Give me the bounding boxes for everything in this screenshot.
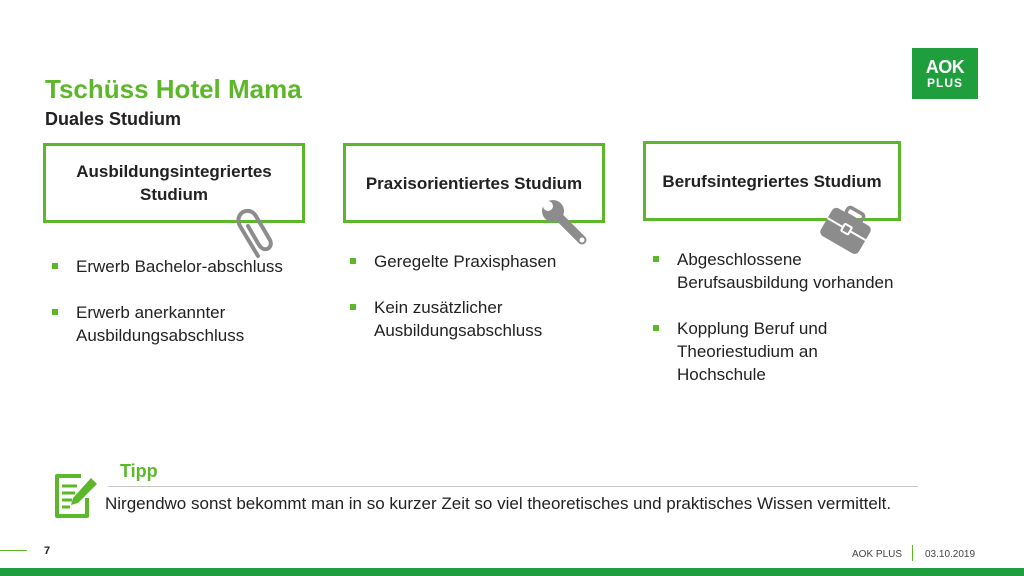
tipp-text: Nirgendwo sonst bekommt man in so kurzer Zeit so viel theoretisches und praktisches Wissen vermittelt.: [105, 494, 892, 513]
paperclip-icon: [228, 206, 276, 262]
list-item: Kein zusätzlicher Ausbildungsabschluss: [350, 296, 600, 342]
list-item: Erwerb anerkannter Ausbildungsabschluss: [52, 301, 302, 347]
list-item: Kopplung Beruf und Theoriestudium an Hochschule: [653, 317, 903, 386]
tipp-divider: [108, 486, 918, 487]
column-3-heading: Berufsintegriertes Studium: [662, 171, 882, 191]
list-item: Abgeschlossene Berufsausbildung vorhanden: [653, 248, 903, 294]
tipp-heading: Tipp: [120, 461, 158, 481]
footer-date: 03.10.2019: [925, 549, 976, 560]
slide-title: Tschüss Hotel Mama: [45, 74, 302, 104]
aok-plus-logo: [912, 48, 978, 99]
list-item: Geregelte Praxisphasen: [350, 250, 600, 273]
notepad-pencil-icon: [51, 470, 101, 520]
list-item: Erwerb Bachelor-abschluss: [52, 255, 302, 278]
column-1-list: [52, 255, 302, 370]
logo-line-1: AOK: [925, 56, 965, 77]
column-3-list: [653, 248, 903, 409]
column-2-heading: Praxisorientiertes Studium: [365, 173, 583, 193]
footer-accent-line: [0, 550, 27, 551]
logo-line-2: PLUS: [926, 75, 963, 90]
footer-separator: [912, 545, 913, 561]
wrench-icon: [538, 198, 594, 250]
column-1-heading: Ausbildungsintegriertes Studium: [76, 162, 272, 204]
footer-organization: AOK PLUS: [852, 549, 903, 560]
slide-subtitle: Duales Studium: [45, 109, 182, 129]
page-number: 7: [44, 545, 51, 557]
column-2-list: [350, 250, 600, 365]
bottom-brand-bar: [0, 568, 1024, 576]
